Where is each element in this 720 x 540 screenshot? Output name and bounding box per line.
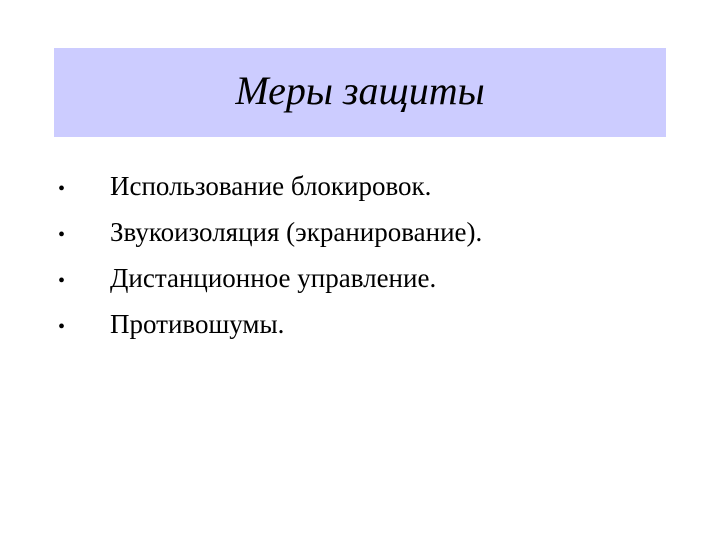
list-item-text: Дистанционное управление. bbox=[110, 263, 437, 293]
list-item bbox=[54, 255, 666, 301]
slide-title: Меры защиты bbox=[235, 67, 485, 113]
title-band bbox=[54, 48, 666, 137]
list-item bbox=[54, 163, 666, 209]
bullet-icon: • bbox=[58, 316, 66, 338]
list-item bbox=[54, 301, 666, 347]
list-item-text: Противошумы. bbox=[110, 309, 285, 339]
bullet-icon: • bbox=[58, 270, 66, 292]
bullet-icon: • bbox=[58, 178, 66, 200]
list-item bbox=[54, 209, 666, 255]
list-item-text: Звукоизоляция (экранирование). bbox=[110, 217, 483, 247]
list-item-text: Использование блокировок. bbox=[110, 171, 432, 201]
bullet-icon: • bbox=[58, 224, 66, 246]
bullet-list bbox=[54, 163, 666, 347]
